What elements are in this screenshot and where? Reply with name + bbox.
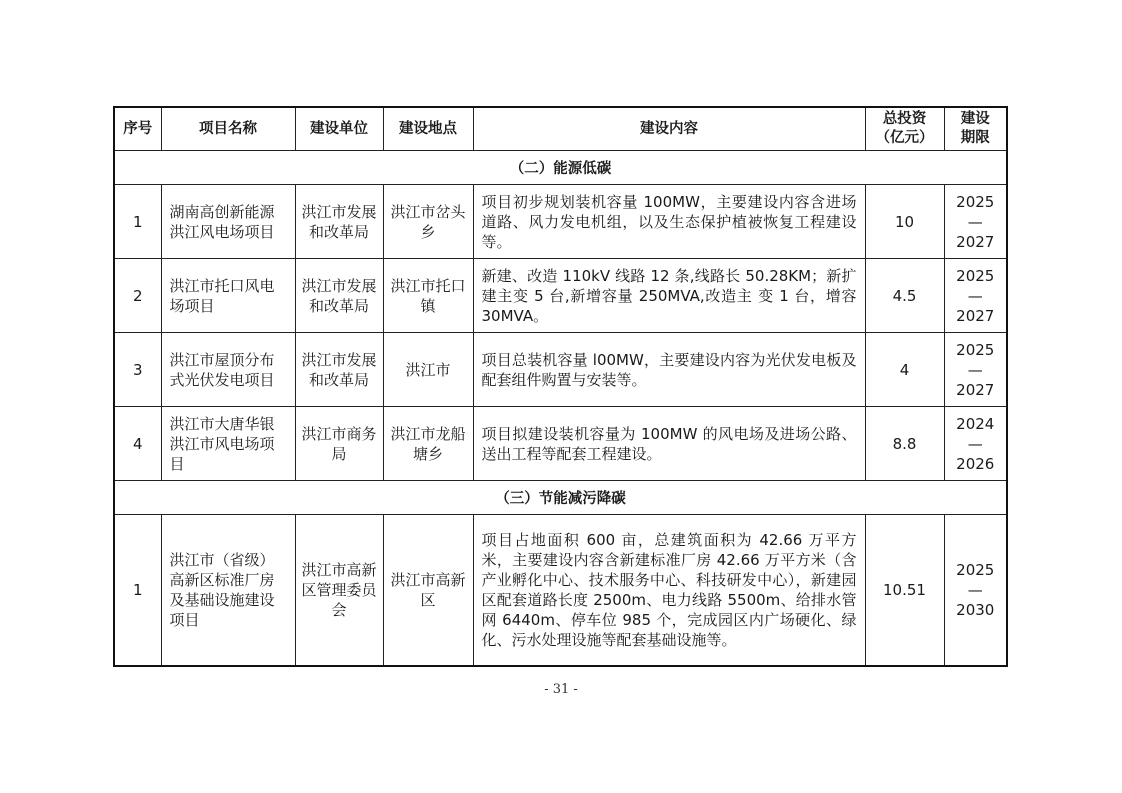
table-row (114, 515, 1007, 667)
cell-investment: 10.51 (865, 515, 944, 667)
period-start: 2025 (956, 192, 995, 211)
cell-period (944, 515, 1007, 667)
table-header-row (114, 107, 1007, 151)
cell-location: 洪江市高新区 (383, 515, 473, 667)
header-period (944, 107, 1007, 151)
header-period-label: 建设期限 (960, 111, 990, 146)
cell-no: 1 (114, 515, 161, 667)
cell-location: 洪江市龙船塘乡 (383, 407, 473, 481)
period-dash: — (967, 434, 983, 453)
cell-location: 洪江市 (383, 333, 473, 407)
header-no: 序号 (114, 107, 161, 151)
cell-no: 1 (114, 185, 161, 259)
cell-period (944, 407, 1007, 481)
period-end: 2030 (956, 601, 995, 619)
period-end: 2026 (956, 454, 995, 473)
section-title: （三）节能减污降碳 (114, 481, 1007, 515)
page-number: - 31 - (544, 682, 578, 697)
cell-content: 项目初步规划装机容量 100MW，主要建设内容含进场道路、风力发电机组，以及生态保护植被恢复工程建设等。 (473, 185, 865, 259)
cell-period (944, 185, 1007, 259)
cell-name: 湖南高创新能源洪江风电场项目 (161, 185, 295, 259)
cell-name: 洪江市大唐华银洪江市风电场项目 (161, 407, 295, 481)
cell-content: 项目拟建设装机容量为 100MW 的风电场及进场公路、送出工程等配套工程建设。 (473, 407, 865, 481)
header-name: 项目名称 (161, 107, 295, 151)
cell-investment: 4 (865, 333, 944, 407)
header-investment (865, 107, 944, 151)
cell-no: 2 (114, 259, 161, 333)
cell-unit: 洪江市发展和改革局 (295, 333, 383, 407)
period-dash: — (967, 360, 983, 379)
cell-location: 洪江市岔头乡 (383, 185, 473, 259)
table-row (114, 407, 1007, 481)
period-end: 2027 (956, 232, 995, 251)
cell-location: 洪江市托口镇 (383, 259, 473, 333)
cell-period (944, 333, 1007, 407)
section-row (114, 151, 1007, 185)
table-row (114, 259, 1007, 333)
header-unit: 建设单位 (295, 107, 383, 151)
section-title: （二）能源低碳 (114, 151, 1007, 185)
table-row (114, 185, 1007, 259)
period-end: 2027 (956, 306, 995, 325)
project-table (113, 106, 1008, 667)
cell-name: 洪江市（省级）高新区标准厂房及基础设施建设项目 (161, 515, 295, 667)
cell-investment: 10 (865, 185, 944, 259)
header-content: 建设内容 (473, 107, 865, 151)
period-start: 2025 (956, 340, 995, 359)
period-dash: — (967, 212, 983, 231)
period-start: 2025 (956, 561, 995, 579)
cell-content: 项目总装机容量 l00MW，主要建设内容为光伏发电板及配套组件购置与安装等。 (473, 333, 865, 407)
cell-unit: 洪江市商务局 (295, 407, 383, 481)
period-dash: — (967, 581, 983, 599)
cell-content: 项目占地面积 600 亩，总建筑面积为 42.66 万平方米，主要建设内容含新建标准厂房 42.66 万平方米（含产业孵化中心、技术服务中心、科技研发中心），新建园区配套道路长度 2500m、电力线路 5500m、给排水管网 6440m、停车位 985 个，完成园区内广场硬化、绿化、污水处理设施等配套基础设施等。 (473, 515, 865, 667)
cell-unit: 洪江市高新区管理委员会 (295, 515, 383, 667)
cell-investment: 8.8 (865, 407, 944, 481)
header-location: 建设地点 (383, 107, 473, 151)
table-row (114, 333, 1007, 407)
period-end: 2027 (956, 380, 995, 399)
cell-period (944, 259, 1007, 333)
header-investment-label: 总投资（亿元） (875, 111, 934, 146)
cell-no: 3 (114, 333, 161, 407)
cell-content: 新建、改造 110kV 线路 12 条,线路长 50.28KM；新扩建主变 5 台,新增容量 250MVA,改造主 变 1 台，增容 30MVA。 (473, 259, 865, 333)
section-row (114, 481, 1007, 515)
period-start: 2024 (956, 414, 995, 433)
cell-unit: 洪江市发展和改革局 (295, 185, 383, 259)
cell-name: 洪江市屋顶分布式光伏发电项目 (161, 333, 295, 407)
period-start: 2025 (956, 266, 995, 285)
period-dash: — (967, 286, 983, 305)
cell-no: 4 (114, 407, 161, 481)
cell-name: 洪江市托口风电场项目 (161, 259, 295, 333)
cell-unit: 洪江市发展和改革局 (295, 259, 383, 333)
cell-investment: 4.5 (865, 259, 944, 333)
